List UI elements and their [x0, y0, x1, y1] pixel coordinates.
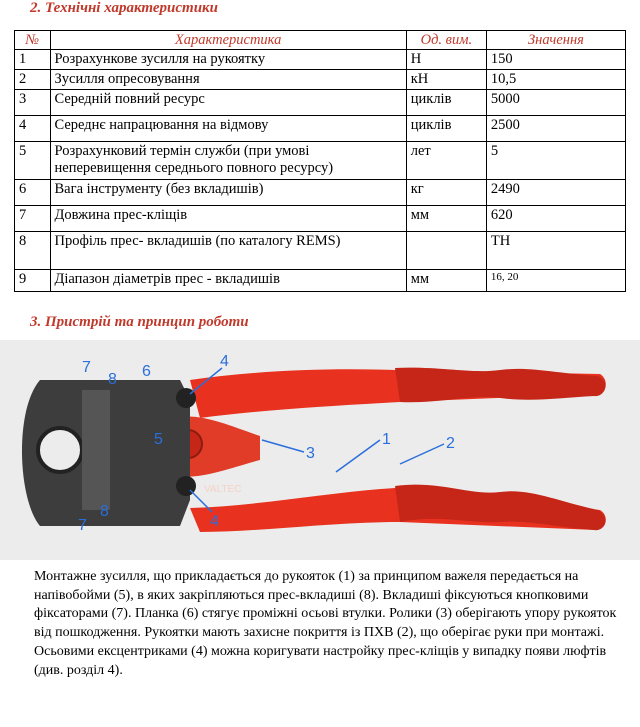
table-row [15, 270, 626, 292]
callout-6: 6 [142, 363, 151, 380]
callout-7-bottom: 7 [78, 517, 87, 534]
row-name: Довжина прес-кліщів [50, 206, 406, 232]
description-text [34, 568, 624, 680]
callout-1: 1 [382, 431, 391, 448]
row-value: 5 [486, 142, 625, 180]
row-value: 2490 [486, 180, 625, 206]
header-num: № [15, 31, 51, 50]
row-value: 2500 [486, 116, 625, 142]
row-unit: циклів [406, 116, 486, 142]
callout-8-top: 8 [108, 371, 117, 388]
row-value: TH [486, 232, 625, 270]
row-num: 9 [15, 270, 51, 292]
callout-4-top: 4 [220, 353, 229, 370]
table-row [15, 180, 626, 206]
callout-7-top: 7 [82, 359, 91, 376]
row-name: Діапазон діаметрів прес - вкладишів [50, 270, 406, 292]
row-unit: лет [406, 142, 486, 180]
row-value: 16, 20 [486, 270, 625, 292]
section-3-title: 3. Пристрій та принцип роботи [30, 314, 249, 330]
row-num: 8 [15, 232, 51, 270]
table-row [15, 206, 626, 232]
row-unit: Н [406, 50, 486, 70]
row-name: Профіль прес- вкладишів (по каталогу REMS) [50, 232, 406, 270]
table-row [15, 232, 626, 270]
row-name: Розрахункове зусилля на рукоятку [50, 50, 406, 70]
table-header-row [15, 31, 626, 50]
row-name: Розрахунковий термін служби (при умові неперевищення середнього повного ресурсу) [50, 142, 406, 180]
row-num: 4 [15, 116, 51, 142]
callout-8-bottom: 8 [100, 503, 109, 520]
plank [82, 390, 110, 510]
brand-label: VALTEC [204, 484, 242, 495]
row-unit: мм [406, 270, 486, 292]
row-value: 620 [486, 206, 625, 232]
callout-4-bottom: 4 [210, 513, 219, 530]
callout-2: 2 [446, 435, 455, 452]
row-value: 10,5 [486, 70, 625, 90]
row-unit: мм [406, 206, 486, 232]
press-tool-photo [0, 340, 640, 560]
row-num: 5 [15, 142, 51, 180]
callout-3: 3 [306, 445, 315, 462]
table-row [15, 116, 626, 142]
row-unit: кН [406, 70, 486, 90]
row-value: 150 [486, 50, 625, 70]
row-unit: кг [406, 180, 486, 206]
section-2-title: 2. Технічні характеристики [30, 0, 218, 16]
table-row [15, 90, 626, 116]
specs-table [14, 30, 626, 292]
row-name: Середнє напрацювання на відмову [50, 116, 406, 142]
row-name: Зусилля опресовування [50, 70, 406, 90]
row-num: 2 [15, 70, 51, 90]
description-paragraph: Монтажне зусилля, що прикладається до рукояток (1) за принципом важеля передається на напівобойми (5), в яких закріпляються прес-вкладиші (8). Вкладиші фіксуються кнопковими фіксаторами (7). Планка (6) стягує проміжні осьові втулки. Ролики (3) оберігають упору рукояток від пошкодження. Рукоятки мають захисне покриття із ПХВ (2), що оберігає руки при монтажі. Осьовими ексцентриками (4) можна коригувати настройку прес-кліщів у випадку появи люфтів (див. розділ 4). [34, 569, 617, 678]
callout-5: 5 [154, 431, 163, 448]
table-row [15, 142, 626, 180]
header-value: Значення [486, 31, 625, 50]
table-row [15, 70, 626, 90]
row-num: 6 [15, 180, 51, 206]
row-unit: циклів [406, 90, 486, 116]
die-opening [38, 428, 82, 472]
row-unit [406, 232, 486, 270]
header-characteristic: Характеристика [50, 31, 406, 50]
header-unit: Од. вим. [406, 31, 486, 50]
row-value: 5000 [486, 90, 625, 116]
row-num: 1 [15, 50, 51, 70]
table-row [15, 50, 626, 70]
row-num: 7 [15, 206, 51, 232]
row-num: 3 [15, 90, 51, 116]
row-name: Середній повний ресурс [50, 90, 406, 116]
row-name: Вага інструменту (без вкладишів) [50, 180, 406, 206]
